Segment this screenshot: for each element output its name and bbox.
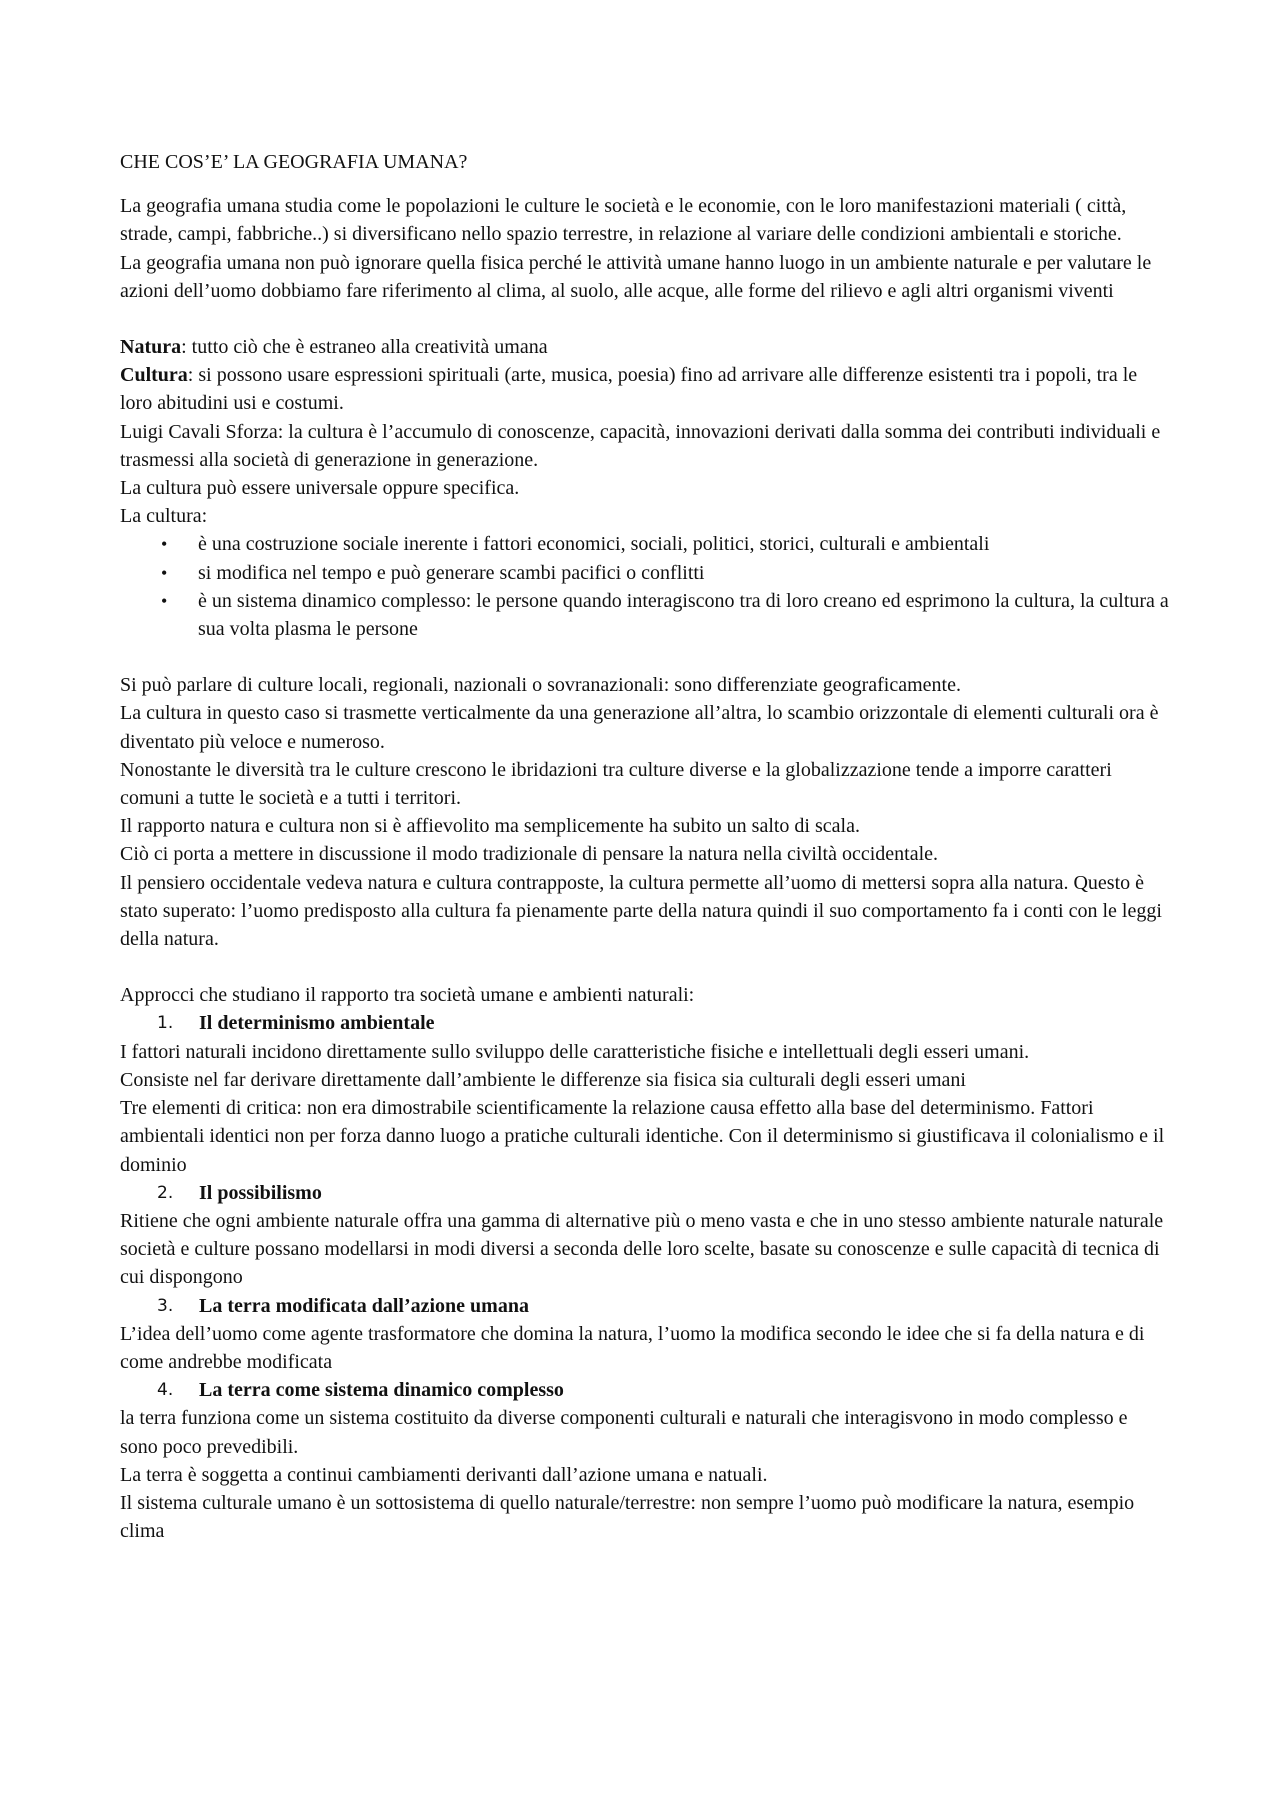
culture-paragraph: La cultura può essere universale oppure specifica.	[120, 477, 520, 500]
scale-paragraph: La cultura in questo caso si trasmette verticalmente da una generazione all’altra, lo scambio orizzontale di elementi culturali ora è diventato più veloce e numeroso.	[120, 702, 1159, 753]
approach-paragraph: Consiste nel far derivare direttamente dall’ambiente le differenze sia fisica sia culturali degli esseri umani	[120, 1068, 966, 1091]
list-item: • è una costruzione sociale inerente i fattori economici, sociali, politici, storici, culturali e ambientali	[120, 530, 1170, 558]
definition-term: Cultura	[120, 364, 188, 387]
approach-terra-modificata	[120, 1292, 1170, 1377]
approach-number: 4.	[157, 1380, 174, 1401]
approaches-intro: Approcci che studiano il rapporto tra società umane e ambienti naturali:	[120, 984, 695, 1007]
definition-text: : si possono usare espressioni spirituali (arte, musica, poesia) fino ad arrivare alle differenze esistenti tra i popoli, tra le loro abitudini usi e costumi.	[120, 364, 1138, 415]
approach-paragraph: La terra è soggetta a continui cambiamenti derivanti dall’azione umana e natuali.	[120, 1463, 768, 1486]
approach-determinismo	[120, 1009, 1170, 1178]
scale-paragraph: Si può parlare di culture locali, regionali, nazionali o sovranazionali: sono differenziate geograficamente.	[120, 674, 961, 697]
approach-possibilismo	[120, 1179, 1170, 1292]
spacer	[120, 305, 1170, 333]
approach-heading	[120, 1009, 1170, 1037]
approach-title: Il possibilismo	[199, 1181, 322, 1204]
definition-text: : tutto ciò che è estraneo alla creatività umana	[181, 336, 548, 359]
culture-paragraph: Luigi Cavali Sforza: la cultura è l’accumulo di conoscenze, capacità, innovazioni derivati dalla somma dei contributi individuali e trasmessi alla società di generazione in generazione.	[120, 420, 1161, 471]
culture-paragraph: La cultura:	[120, 505, 208, 528]
definition-cultura	[120, 361, 1170, 417]
intro-paragraph: La geografia umana non può ignorare quella fisica perché le attività umane hanno luogo in un ambiente naturale e per valutare le azioni dell’uomo dobbiamo fare riferimento al clima, al suolo, alle acque, alle forme del rilievo e agli altri organismi viventi	[120, 251, 1152, 302]
approach-title: La terra come sistema dinamico complesso	[199, 1379, 564, 1402]
approach-sistema-dinamico	[120, 1376, 1170, 1545]
page-title: CHE COS’E’ LA GEOGRAFIA UMANA?	[120, 151, 468, 173]
list-item: • si modifica nel tempo e può generare scambi pacifici o conflitti	[120, 559, 1170, 587]
approach-paragraph: Il sistema culturale umano è un sottosistema di quello naturale/terrestre: non sempre l’uomo può modificare la natura, esempio clima	[120, 1491, 1135, 1543]
culture-bullet-list	[120, 530, 1170, 643]
list-item: • è un sistema dinamico complesso: le persone quando interagiscono tra di loro creano ed esprimono la cultura, la cultura a sua volta plasma le persone	[120, 587, 1170, 643]
approach-number: 1.	[157, 1013, 174, 1034]
scale-paragraph: Ciò ci porta a mettere in discussione il modo tradizionale di pensare la natura nella civiltà occidentale.	[120, 843, 939, 866]
approach-number: 3.	[157, 1295, 174, 1316]
approach-paragraph: Tre elementi di critica: non era dimostrabile scientificamente la relazione causa effetto alla base del determinismo. Fattori ambientali identici non per forza danno luogo a pratiche culturali identiche. Con il determinismo si giustificava il colonialismo e il dominio	[120, 1097, 1165, 1176]
definition-natura	[120, 333, 1170, 361]
scale-paragraph: Il pensiero occidentale vedeva natura e cultura contrapposte, la cultura permette all’uomo di mettersi sopra alla natura. Questo è stato superato: l’uomo predisposto alla cultura fa pienamente parte della natura quindi il suo comportamento fa i conti con le leggi della natura.	[120, 871, 1162, 951]
approach-title: La terra modificata dall’azione umana	[199, 1294, 529, 1317]
approach-paragraph: Ritiene che ogni ambiente naturale offra una gamma di alternative più o meno vasta e che in uno stesso ambiente naturale naturale società e culture possano modellarsi in modi diversi a seconda delle loro scelte, basate su conoscenze e sulle capacità di tecnica di cui dispongono	[120, 1209, 1164, 1289]
approach-paragraph: la terra funziona come un sistema costituito da diverse componenti culturali e naturali che interagisvono in modo complesso e sono poco prevedibili.	[120, 1407, 1128, 1458]
intro-paragraph: La geografia umana studia come le popolazioni le culture le società e le economie, con le loro manifestazioni materiali ( città, strade, campi, fabbriche..) si diversificano nello spazio terrestre, in relazione al variare delle condizioni ambientali e storiche.	[120, 195, 1127, 246]
definition-term: Natura	[120, 336, 182, 359]
approach-heading	[120, 1376, 1170, 1404]
approach-title: Il determinismo ambientale	[199, 1012, 435, 1035]
approach-paragraph: L’idea dell’uomo come agente trasformatore che domina la natura, l’uomo la modifica secondo le idee che si fa della natura e di come andrebbe modificata	[120, 1322, 1145, 1373]
approach-heading	[120, 1179, 1170, 1207]
scale-paragraph: Il rapporto natura e cultura non si è affievolito ma semplicemente ha subito un salto di scala.	[120, 815, 860, 838]
approach-number: 2.	[157, 1182, 174, 1203]
document-body	[120, 148, 1170, 1545]
spacer	[120, 643, 1170, 671]
approach-paragraph: I fattori naturali incidono direttamente sullo sviluppo delle caratteristiche fisiche e intellettuali degli esseri umani.	[120, 1040, 1030, 1063]
approach-heading	[120, 1292, 1170, 1320]
spacer	[120, 953, 1170, 981]
scale-paragraph: Nonostante le diversità tra le culture crescono le ibridazioni tra culture diverse e la globalizzazione tende a imporre caratteri comuni a tutte le società e a tutti i territori.	[120, 758, 1112, 810]
